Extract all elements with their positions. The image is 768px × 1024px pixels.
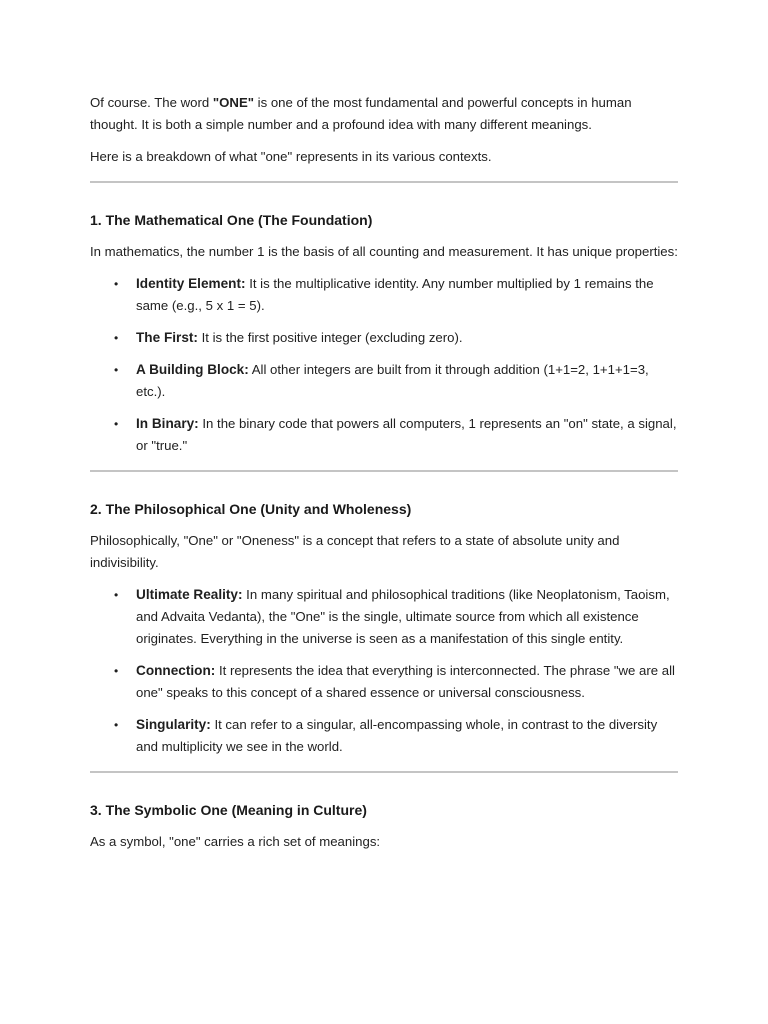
list-item-text: In the binary code that powers all computers, 1 represents an "on" state, a signal, or "true." <box>136 416 677 453</box>
list-item-term: Identity Element: <box>136 276 246 291</box>
list-item <box>114 714 678 758</box>
section-lead: In mathematics, the number 1 is the basis of all counting and measurement. It has unique properties: <box>90 244 678 259</box>
bullet-list <box>90 273 678 457</box>
bullet-list <box>90 584 678 758</box>
document-page <box>90 92 678 863</box>
section-lead: Philosophically, "One" or "Oneness" is a concept that refers to a state of absolute unity and indivisibility. <box>90 533 620 570</box>
section-symbolic <box>90 773 678 853</box>
bullet-icon: • <box>114 417 119 431</box>
list-item <box>114 327 678 349</box>
list-item-text: It is the multiplicative identity. Any number multiplied by 1 remains the same (e.g., 5 x 1 = 5). <box>136 276 654 313</box>
list-item <box>114 660 678 704</box>
section-mathematical <box>90 183 678 457</box>
bullet-icon: • <box>114 363 119 377</box>
list-item-term: A Building Block: <box>136 362 249 377</box>
list-item <box>114 413 678 457</box>
list-item-text: It represents the idea that everything is interconnected. The phrase "we are all one" speaks to this concept of a shared essence or universal consciousness. <box>136 663 675 700</box>
section-lead: As a symbol, "one" carries a rich set of meanings: <box>90 834 381 849</box>
list-item-term: Singularity: <box>136 717 211 732</box>
bullet-icon: • <box>114 718 119 732</box>
keyword-one: "ONE" <box>212 95 254 110</box>
list-item-text: All other integers are built from it through addition (1+1=2, 1+1+1=3, etc.). <box>136 362 649 399</box>
list-item <box>114 359 678 403</box>
section-heading: 2. The Philosophical One (Unity and Wholeness) <box>90 501 412 517</box>
list-item <box>114 584 678 650</box>
intro-breakdown-paragraph: Here is a breakdown of what "one" represents in its various contexts. <box>90 149 492 164</box>
bullet-icon: • <box>114 277 119 291</box>
bullet-icon: • <box>114 664 119 678</box>
bullet-icon: • <box>114 588 119 602</box>
intro-paragraph: Of course. The word "ONE" is one of the most fundamental and powerful concepts in human thought. It is both a simple number and a profound idea with many different meanings. <box>90 95 632 132</box>
list-item-term: In Binary: <box>136 416 199 431</box>
section-heading: 1. The Mathematical One (The Foundation) <box>90 212 373 228</box>
bullet-icon: • <box>114 331 119 345</box>
list-item-text: It is the first positive integer (excluding zero). <box>197 330 463 345</box>
section-philosophical <box>90 472 678 758</box>
list-item-term: Connection: <box>136 663 216 678</box>
list-item-text: It can refer to a singular, all-encompassing whole, in contrast to the diversity and multiplicity we see in the world. <box>136 717 658 754</box>
section-heading: 3. The Symbolic One (Meaning in Culture) <box>90 802 367 818</box>
list-item-text: In many spiritual and philosophical traditions (like Neoplatonism, Taoism, and Advaita Vedanta), the "One" is the single, ultimate source from which all existence originates. Everything in the universe is seen as a manifestation of this single entity. <box>136 587 670 646</box>
list-item-term: The First: <box>136 330 198 345</box>
list-item-term: Ultimate Reality: <box>136 587 243 602</box>
list-item <box>114 273 678 317</box>
